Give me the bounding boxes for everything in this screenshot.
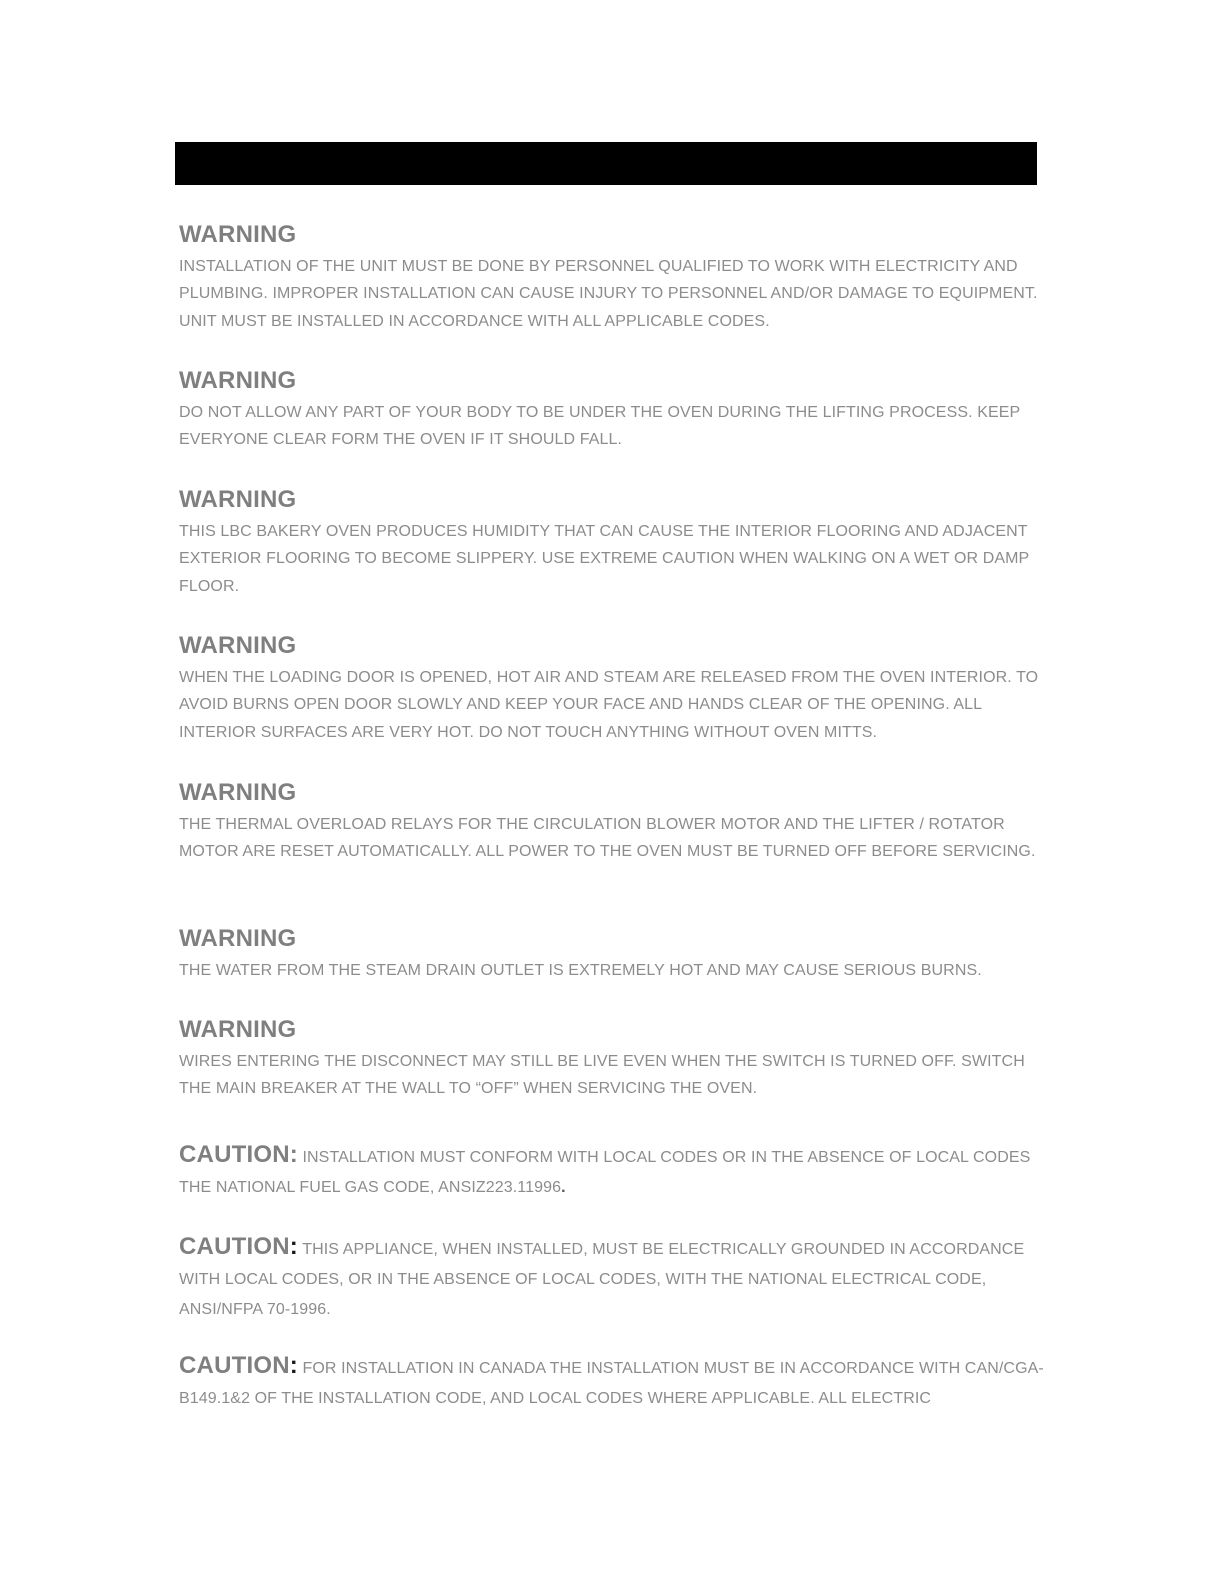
- caution-block-canada: [179, 1351, 1044, 1414]
- caution-block-gas-code: [179, 1140, 1044, 1203]
- warning-block-lifting: [179, 367, 1044, 454]
- warning-block-steam-drain: [179, 925, 1044, 984]
- warning-text: THIS LBC BAKERY OVEN PRODUCES HUMIDITY THAT CAN CAUSE THE INTERIOR FLOORING AND ADJACENT EXTERIOR FLOORING TO BECOME SLIPPERY. USE EXTREME CAUTION WHEN WALKING ON A WET OR DAMP FLOOR.: [179, 523, 1030, 595]
- warning-heading: WARNING: [179, 632, 297, 659]
- warning-text: WHEN THE LOADING DOOR IS OPENED, HOT AIR AND STEAM ARE RELEASED FROM THE OVEN INTERIOR. TO AVOID BURNS OPEN DOOR SLOWLY AND KEEP YOUR FACE AND HANDS CLEAR OF THE OPENING. ALL INTERIOR SURFACES ARE VERY HOT. DO NOT TOUCH ANYTHING WITHOUT OVEN MITTS.: [179, 669, 1039, 741]
- warning-heading: WARNING: [179, 367, 297, 394]
- warning-block-disconnect: [179, 1016, 1044, 1103]
- warning-heading: WARNING: [179, 486, 297, 513]
- caution-text: FOR INSTALLATION IN CANADA THE INSTALLATION MUST BE IN ACCORDANCE WITH CAN/CGA-B149.1&2 OF THE INSTALLATION CODE, AND LOCAL CODES WHERE APPLICABLE. ALL ELECTRIC: [179, 1360, 1044, 1407]
- warning-block-humidity: [179, 486, 1044, 600]
- warning-text: THE WATER FROM THE STEAM DRAIN OUTLET IS EXTREMELY HOT AND MAY CAUSE SERIOUS BURNS.: [179, 962, 982, 979]
- warning-text: INSTALLATION OF THE UNIT MUST BE DONE BY PERSONNEL QUALIFIED TO WORK WITH ELECTRICITY AND PLUMBING. IMPROPER INSTALLATION CAN CAUSE INJURY TO PERSONNEL AND/OR DAMAGE TO EQUIPMENT. UNIT MUST BE INSTALLED IN ACCORDANCE WITH ALL APPLICABLE CODES.: [179, 258, 1038, 330]
- caution-text: INSTALLATION MUST CONFORM WITH LOCAL CODES OR IN THE ABSENCE OF LOCAL CODES THE NATIONAL FUEL GAS CODE, ANSIZ223.11996: [179, 1149, 1031, 1196]
- warning-heading: WARNING: [179, 1016, 297, 1043]
- caution-label: CAUTION:: [179, 1352, 298, 1379]
- caution-trailing-period: .: [561, 1179, 566, 1196]
- section-header-bar: [175, 142, 1037, 185]
- warning-text: THE THERMAL OVERLOAD RELAYS FOR THE CIRCULATION BLOWER MOTOR AND THE LIFTER / ROTATOR MOTOR ARE RESET AUTOMATICALLY. ALL POWER TO THE OVEN MUST BE TURNED OFF BEFORE SERVICING.: [179, 816, 1036, 861]
- warning-text: WIRES ENTERING THE DISCONNECT MAY STILL BE LIVE EVEN WHEN THE SWITCH IS TURNED OFF. SWITCH THE MAIN BREAKER AT THE WALL TO “OFF” WHEN SERVICING THE OVEN.: [179, 1053, 1025, 1098]
- caution-text: THIS APPLIANCE, WHEN INSTALLED, MUST BE ELECTRICALLY GROUNDED IN ACCORDANCE WITH LOCAL CODES, OR IN THE ABSENCE OF LOCAL CODES, WITH THE NATIONAL ELECTRICAL CODE, ANSI/NFPA 70-1996.: [179, 1241, 1025, 1318]
- warning-heading: WARNING: [179, 779, 297, 806]
- caution-label: CAUTION:: [179, 1233, 298, 1260]
- caution-block-grounding: [179, 1232, 1044, 1325]
- warning-heading: WARNING: [179, 221, 297, 248]
- warning-text: DO NOT ALLOW ANY PART OF YOUR BODY TO BE UNDER THE OVEN DURING THE LIFTING PROCESS. KEEP EVERYONE CLEAR FORM THE OVEN IF IT SHOULD FALL.: [179, 404, 1021, 449]
- warning-heading: WARNING: [179, 925, 297, 952]
- warning-block-loading-door: [179, 632, 1044, 746]
- warning-block-thermal-overload: [179, 779, 1044, 866]
- warning-block-installation: [179, 221, 1044, 335]
- caution-label: CAUTION:: [179, 1141, 298, 1168]
